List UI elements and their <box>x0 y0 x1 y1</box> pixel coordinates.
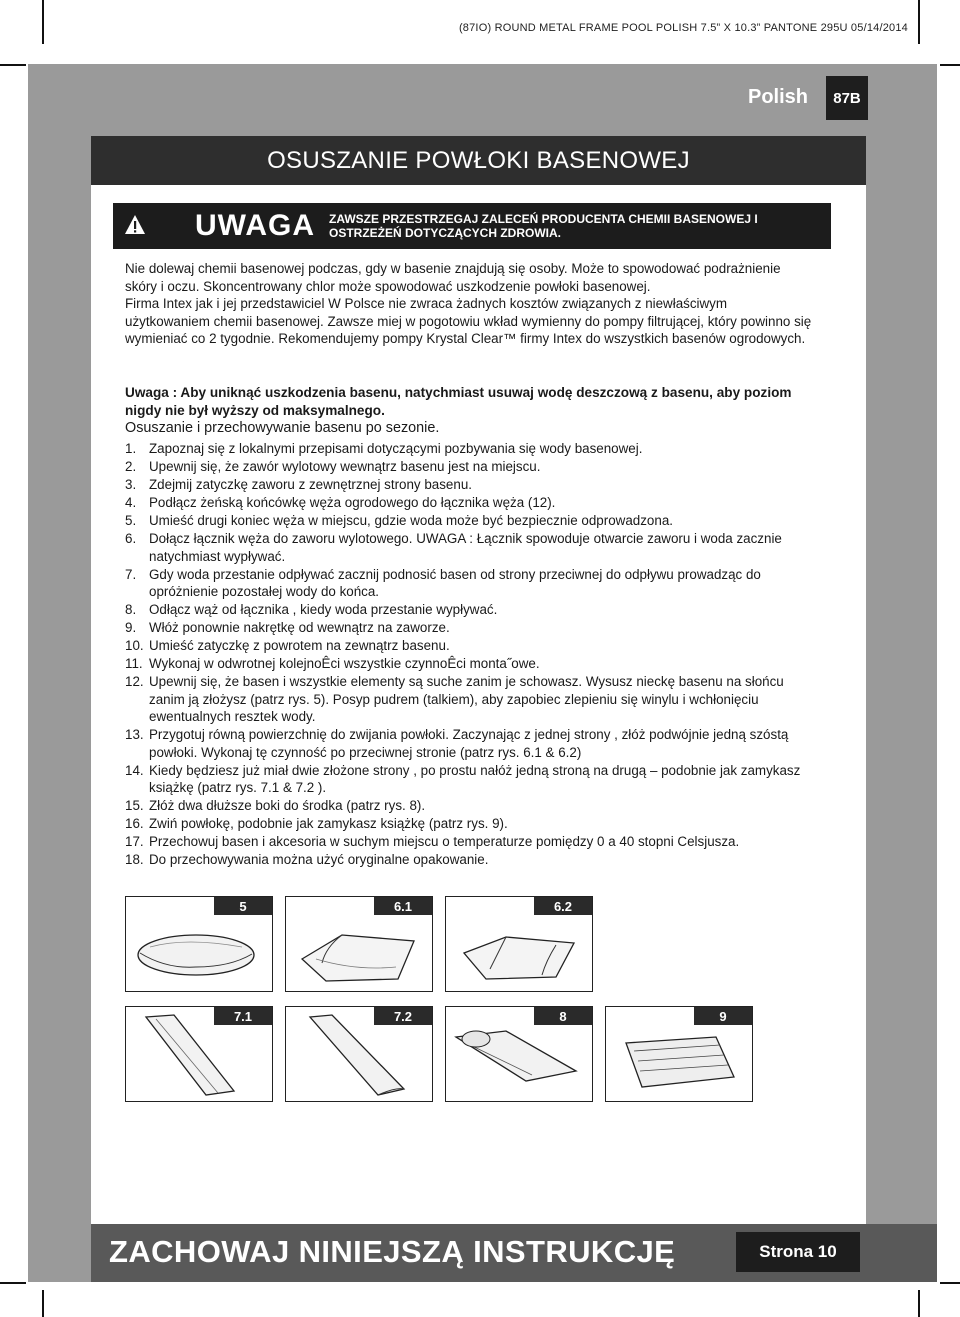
content-page <box>91 136 866 1224</box>
crop-mark <box>0 1282 26 1284</box>
crop-mark <box>940 1282 960 1284</box>
list-item: 14. Kiedy będziesz już miał dwie złożone strony , po prostu nałóż jedną stroną na drugą – podobnie jak zamykasz książkę (patrz rys. 7.1 & 7.2 ). <box>125 762 801 795</box>
intro-paragraph: Firma Intex jak i jej przedstawiciel W Polsce nie zwraca żadnych kosztów związanych z niewłaściwym użytkowaniem chemii basenowej. Zawsze miej w pogotowiu wkład wymienny do pompy filtrującej, który powinno się wymieniać co 2 tygodnie. Rekomendujemy pompy Krystal Clear™ firmy Intex do wszystkich basenów ogrodowych. <box>125 296 812 346</box>
storage-subheading: Osuszanie i przechowywanie basenu po sezonie. <box>125 420 440 436</box>
rain-water-note <box>125 384 815 437</box>
intro-paragraph: Nie dolewaj chemii basenowej podczas, gdy w basenie znajdują się osoby. Może to spowodować podrażnienie skóry i oczu. Skoncentrowany chlor może spowodować uszkodzenie powłoki basenowej. <box>125 261 781 294</box>
figure-7-1 <box>125 1006 273 1102</box>
warning-banner <box>113 203 831 249</box>
warning-text: ZAWSZE PRZESTRZEGAJ ZALECEŃ PRODUCENTA CHEMII BASENOWEJ I OSTRZEŻEŃ DOTYCZĄCYCH ZDROWIA. <box>329 212 758 240</box>
figure-label: 6.2 <box>534 897 592 915</box>
list-item: 5. Umieść drugi koniec węża w miejscu, gdzie woda może być bezpiecznie odprowadzona. <box>125 513 673 528</box>
figure-label: 8 <box>534 1007 592 1025</box>
list-item: 17. Przechowuj basen i akcesoria w suchym miejscu o temperaturze pomiędzy 0 a 40 stopni Celsjusza. <box>125 834 740 849</box>
footer-title: ZACHOWAJ NINIEJSZĄ INSTRUKCJĘ <box>109 1234 676 1269</box>
figure-label: 7.1 <box>214 1007 272 1025</box>
list-item: 11. Wykonaj w odwrotnej kolejnoÊci wszystkie czynnoÊci monta˝owe. <box>125 656 540 671</box>
figure-label: 7.2 <box>374 1007 432 1025</box>
list-item: 10. Umieść zatyczkę z powrotem na zewnątrz basenu. <box>125 638 450 653</box>
steps-list <box>125 440 815 869</box>
list-item: 16. Zwiń powłokę, podobnie jak zamykasz książkę (patrz rys. 9). <box>125 816 508 831</box>
crop-mark <box>940 64 960 66</box>
figure-label: 5 <box>214 897 272 915</box>
list-item: 8. Odłącz wąż od łącznika , kiedy woda przestanie wypływać. <box>125 602 498 617</box>
crop-mark <box>918 1290 920 1317</box>
list-item: 4. Podłącz żeńską końcówkę węża ogrodowego do łącznika węża (12). <box>125 495 556 510</box>
figure-label: 9 <box>694 1007 752 1025</box>
list-item: 2. Upewnij się, że zawór wylotowy wewnątrz basenu jest na miejscu. <box>125 459 541 474</box>
list-item: 13. Przygotuj równą powierzchnię do zwijania powłoki. Zaczynając z jednej strony , złóż podwójnie jedną szóstą powłoki. Wykonaj tę czynność po przeciwnej stronie (patrz rys. 6.1 & 6.2) <box>125 727 789 760</box>
page-number: Strona 10 <box>736 1232 860 1272</box>
figure-6-2 <box>445 896 593 992</box>
language-label: Polish <box>747 86 808 108</box>
crop-mark <box>0 64 26 66</box>
figure-5 <box>125 896 273 992</box>
list-item: 12. Upewnij się, że basen i wszystkie elementy są suche zanim je schowasz. Wysusz nieckę basenu na słońcu zanim ją złożysz (patrz rys. 5). Posyp pudrem (talkiem), aby zapobiec zlepieniu się winylu i wchłonięciu ewentualnych resztek wody. <box>125 674 784 724</box>
figure-9 <box>605 1006 753 1102</box>
warning-title: UWAGA <box>195 209 315 242</box>
list-item: 18. Do przechowywania można użyć oryginalne opakowanie. <box>125 852 489 867</box>
intro-text <box>125 260 815 348</box>
list-item: 7. Gdy woda przestanie odpływać zacznij podnosić basen od strony przeciwnej do odpływu prowadząc do opróżnienie pozostałej wody do końca. <box>125 566 761 599</box>
language-code-badge: 87B <box>826 76 868 120</box>
footer-bar <box>91 1224 937 1282</box>
figure-6-1 <box>285 896 433 992</box>
list-item: 6. Dołącz łącznik węża do zaworu wylotowego. UWAGA : Łącznik spowoduje otwarcie zaworu i woda zacznie natychmiast wypływać. <box>125 531 782 564</box>
figure-label: 6.1 <box>374 897 432 915</box>
list-item: 3. Zdejmij zatyczkę zaworu z zewnętrznej strony basenu. <box>125 477 472 492</box>
list-item: 1. Zapoznaj się z lokalnymi przepisami dotyczącymi pozbywania się wody basenowej. <box>125 441 643 456</box>
note-bold-text: Uwaga : Aby uniknąć uszkodzenia basenu, natychmiast usuwaj wodę deszczową z basenu, aby poziom nigdy nie był wyższy od maksymalnego. <box>125 385 792 418</box>
crop-mark <box>42 0 44 44</box>
warning-triangle-icon <box>113 203 155 249</box>
figure-8 <box>445 1006 593 1102</box>
crop-mark <box>918 0 920 44</box>
figure-7-2 <box>285 1006 433 1102</box>
list-item: 9. Włóż ponownie nakrętkę od wewnątrz na zaworze. <box>125 620 450 635</box>
list-item: 15. Złóż dwa dłuższe boki do środka (patrz rys. 8). <box>125 798 426 813</box>
section-title: OSUSZANIE POWŁOKI BASENOWEJ <box>91 136 866 185</box>
print-note: (87IO) ROUND METAL FRAME POOL POLISH 7.5” X 10.3” PANTONE 295U 05/14/2014 <box>458 22 908 34</box>
crop-mark <box>42 1290 44 1317</box>
